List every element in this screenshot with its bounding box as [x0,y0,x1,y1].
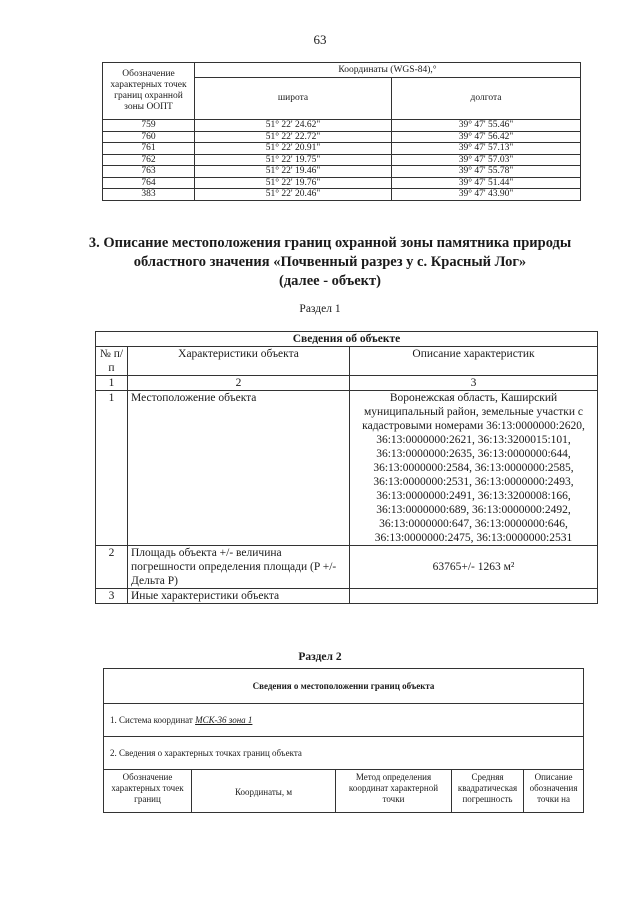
header-coordinates-m: Координаты, м [192,770,336,813]
header-description: Описание характеристик [350,347,598,376]
point-id: 383 [103,189,195,201]
section-heading [60,234,600,291]
point-id: 761 [103,143,195,155]
header-point-designation: Обозначение характерных точек границ [104,770,192,813]
boundary-info-title: Сведения о местоположении границ объекта [104,669,584,704]
table-row [96,589,598,604]
row-number: 3 [96,589,128,604]
table-row [103,143,581,155]
latitude-cell: 51° 22' 22.72" [195,131,392,143]
row-number: 1 [96,391,128,546]
header-latitude: широта [195,78,392,120]
header-characteristic: Характеристики объекта [128,347,350,376]
latitude-cell: 51° 22' 24.62" [195,120,392,132]
table-row [96,391,598,546]
table-row [103,154,581,166]
row-number: 2 [96,546,128,589]
table-row [103,177,581,189]
row-characteristic: Площадь объекта +/- величина погрешности определения площади (P +/- Дельта P) [128,546,350,589]
page-number: 63 [313,32,327,47]
longitude-cell: 39° 47' 43.90" [392,189,581,201]
longitude-cell: 39° 47' 51.44" [392,177,581,189]
row-description [350,589,598,604]
column-number-1: 1 [96,376,128,391]
latitude-cell: 51° 22' 20.91" [195,143,392,155]
razdel-1-label: Раздел 1 [299,303,341,315]
column-number-3: 3 [350,376,598,391]
point-id: 760 [103,131,195,143]
point-id: 763 [103,166,195,178]
row-characteristic: Иные характеристики объекта [128,589,350,604]
latitude-cell: 51° 22' 19.76" [195,177,392,189]
point-id: 762 [103,154,195,166]
table-row [96,546,598,589]
header-number: № п/п [96,347,128,376]
point-id: 759 [103,120,195,132]
table-row [103,189,581,201]
latitude-cell: 51° 22' 20.46" [195,189,392,201]
header-designation: Обозначение характерных точек границ охранной зоны ООПТ [103,63,195,120]
header-rms-error: Средняя квадратическая погрешность [452,770,524,813]
coordinates-table [102,62,581,201]
point-id: 764 [103,177,195,189]
header-point-description: Описание обозначения точки на [524,770,584,813]
longitude-cell: 39° 47' 55.46" [392,120,581,132]
row-description: 63765+/- 1263 м² [350,546,598,589]
coordinate-system-line [104,704,584,737]
table-row [103,120,581,132]
header-coordinates: Координаты (WGS-84),° [195,63,581,78]
header-method: Метод определения координат характерной точки [336,770,452,813]
longitude-cell: 39° 47' 55.78" [392,166,581,178]
header-longitude: долгота [392,78,581,120]
section-heading-line-1: 3. Описание местоположения границ охранной зоны памятника природы [88,235,572,251]
section-heading-line-2: областного значения «Почвенный разрез у с. Красный Лог» [133,254,527,270]
column-number-2: 2 [128,376,350,391]
characteristic-points-line: 2. Сведения о характерных точках границ объекта [104,737,584,770]
object-info-title: Сведения об объекте [96,332,598,347]
table-row [103,166,581,178]
longitude-cell: 39° 47' 57.03" [392,154,581,166]
longitude-cell: 39° 47' 56.42" [392,131,581,143]
row-characteristic: Местоположение объекта [128,391,350,546]
razdel-2-label: Раздел 2 [298,651,342,663]
latitude-cell: 51° 22' 19.75" [195,154,392,166]
section-heading-line-3: (далее - объект) [279,273,381,289]
boundary-info-table [103,668,584,813]
table-row [103,131,581,143]
row-description: Воронежская область, Каширский муниципальный район, земельные участки с кадастровыми номерами 36:13:0000000:2620, 36:13:0000000:2621, 36:13:3200015:101, 36:13:0000000:2635, 36:13:0000000:644, 36:13:0000000:2584, 36:13:0000000:2585, 36:13:0000000:2531, 36:13:0000000:2493, 36:13:0000000:2491, 36:13:3200008:166, 36:13:0000000:689, 36:13:0000000:2492, 36:13:0000000:647, 36:13:0000000:646, 36:13:0000000:2475, 36:13:0000000:2531 [350,391,598,546]
coordinate-system-value: МСК-36 зона 1 [195,714,253,725]
coordinate-system-label: 1. Система координат [110,714,196,725]
object-info-table [95,331,598,604]
longitude-cell: 39° 47' 57.13" [392,143,581,155]
latitude-cell: 51° 22' 19.46" [195,166,392,178]
